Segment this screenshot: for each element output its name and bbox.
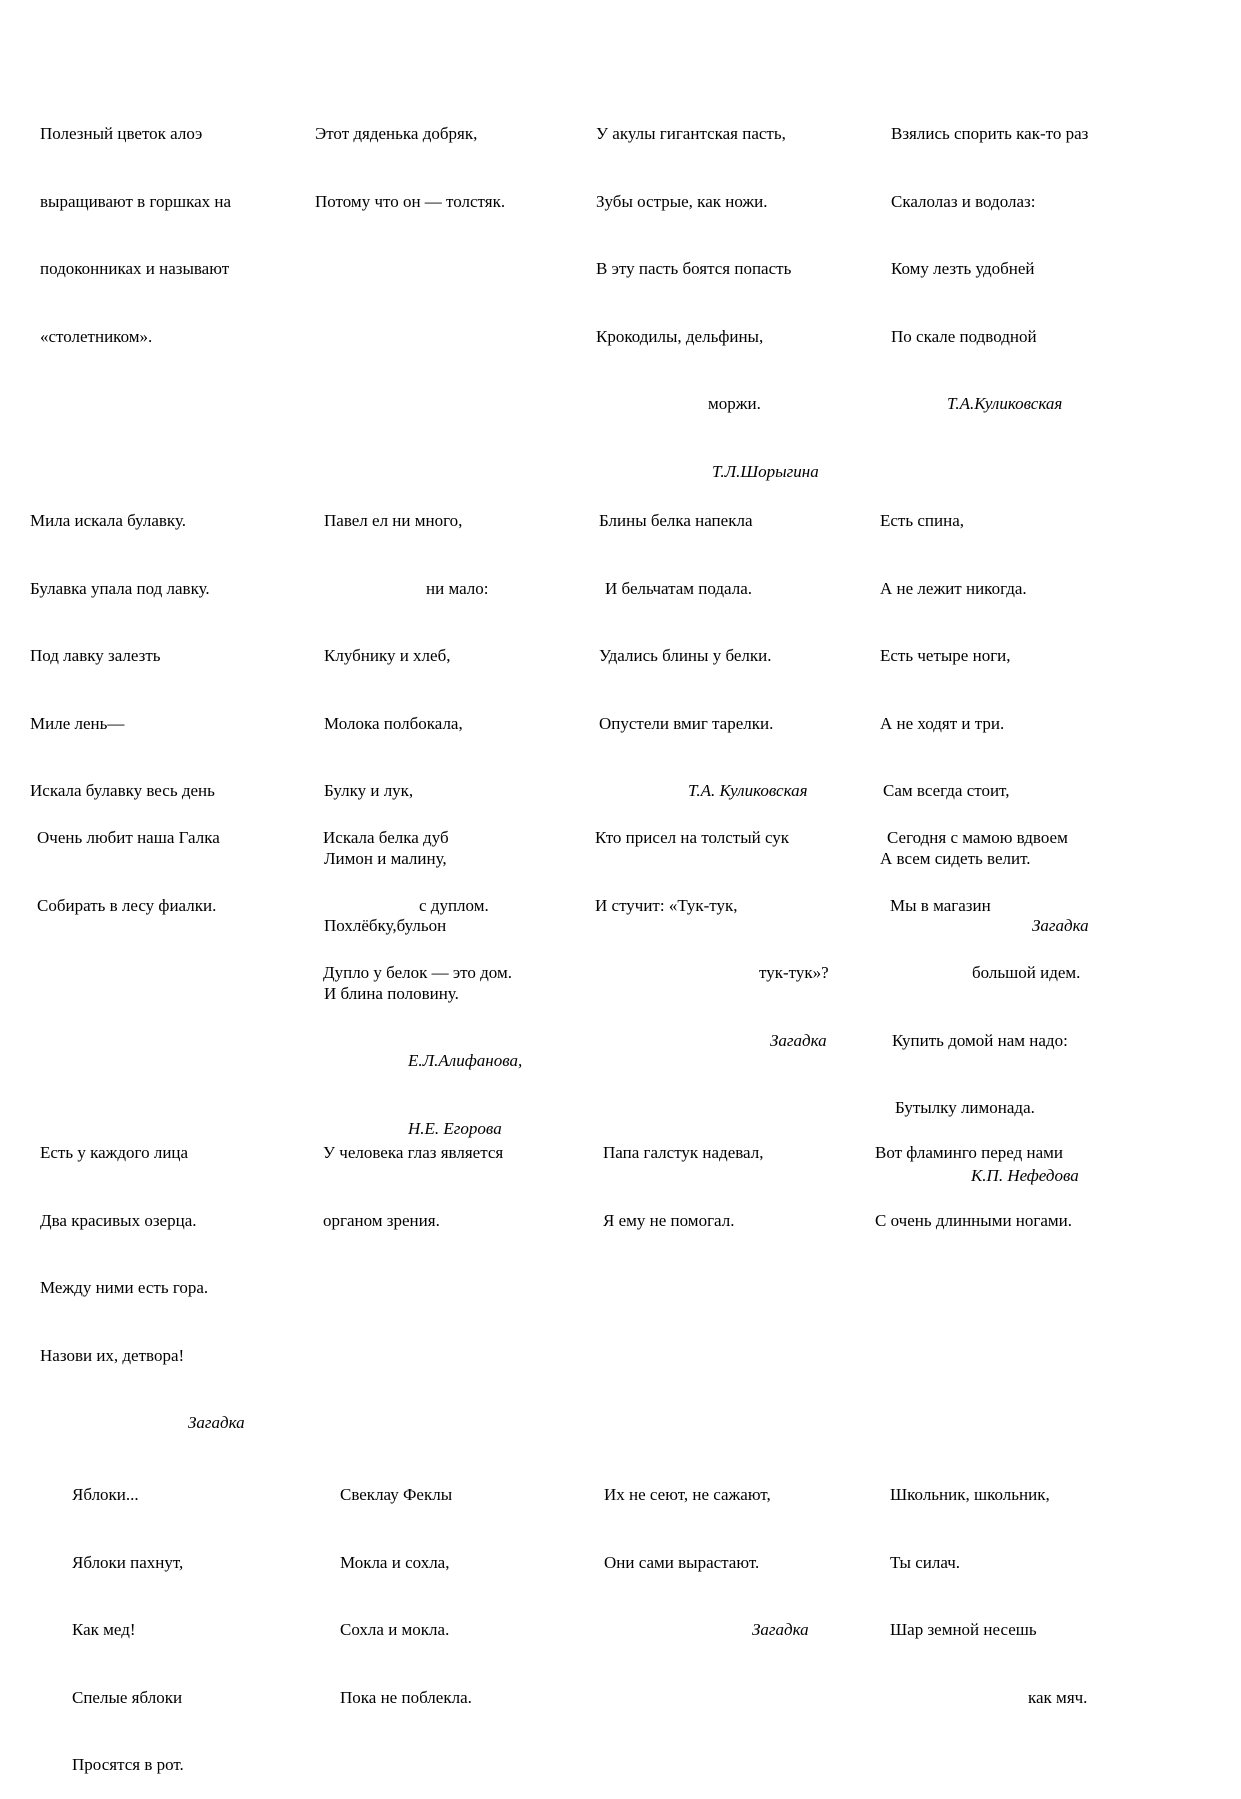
- card-author: Загадка: [1032, 916, 1089, 935]
- card-dyatel-zagadka: [595, 782, 829, 1075]
- card-belka-dub: [323, 782, 512, 1007]
- card-line: А всем сидеть велит.: [880, 848, 1031, 868]
- card-line: Потому что он — толстяк.: [315, 191, 506, 211]
- card-line: И блина половину.: [324, 983, 459, 1003]
- card-line: Кто присел на толстый сук: [595, 828, 790, 847]
- card-line: Я ему не помогал.: [603, 1210, 735, 1230]
- card-line: Мы в магазин: [890, 895, 991, 915]
- card-line: подоконниках и называют: [40, 259, 230, 278]
- card-line: моржи.: [708, 394, 761, 413]
- card-line: Кому лезть удобней: [891, 259, 1035, 278]
- card-author: Е.Л.Алифанова,: [408, 1051, 523, 1070]
- card-litso-zagadka: [40, 1097, 245, 1457]
- card-line: Яблоки пахнут,: [72, 1552, 184, 1572]
- card-skalolaz: [891, 78, 1088, 438]
- card-line: Бутылку лимонада.: [895, 1098, 1035, 1117]
- card-line: Булавка упала под лавку.: [30, 578, 210, 598]
- card-line: ни мало:: [426, 578, 489, 598]
- card-author: Т.Л.Шорыгина: [712, 461, 819, 481]
- card-line: Искала булавку весь день: [30, 781, 215, 800]
- card-line: с дуплом.: [419, 895, 489, 915]
- card-line: Мила искала булавку.: [30, 511, 186, 530]
- card-author: Т.А.Куликовская: [947, 394, 1063, 413]
- card-line: Сегодня с мамою вдвоем: [887, 828, 1068, 847]
- card-author: Т.А. Куликовская: [688, 781, 808, 800]
- card-line: Сохла и мокла.: [340, 1620, 450, 1639]
- card-line: Пока не поблекла.: [340, 1687, 472, 1707]
- card-line: Полезный цветок алоэ: [40, 124, 203, 143]
- card-line: А не лежит никогда.: [880, 578, 1027, 598]
- card-shkolnik: [890, 1439, 1087, 1732]
- card-griby-zagadka: [604, 1439, 809, 1664]
- card-line: Молока полбокала,: [324, 713, 463, 733]
- card-line: Сам всегда стоит,: [883, 781, 1010, 800]
- card-line: Ты силач.: [890, 1552, 961, 1572]
- card-line: Спелые яблоки: [72, 1687, 183, 1707]
- card-line: Вот фламинго перед нами: [875, 1143, 1064, 1162]
- card-line: Есть у каждого лица: [40, 1143, 189, 1162]
- card-line: Похлёбку,бульон: [324, 916, 447, 935]
- card-svekla: [340, 1439, 472, 1732]
- card-galka: [37, 782, 220, 940]
- card-line: выращивают в горшках на: [40, 191, 232, 211]
- card-line: Свеклау Феклы: [340, 1485, 453, 1504]
- card-line: Папа галстук надевал,: [603, 1143, 764, 1162]
- card-line: Купить домой нам надо:: [892, 1030, 1068, 1050]
- card-glaz: [323, 1097, 503, 1255]
- card-line: Скалолаз и водолаз:: [891, 191, 1036, 211]
- card-line: Есть четыре ноги,: [880, 646, 1011, 665]
- card-line: Крокодилы, дельфины,: [596, 326, 764, 346]
- card-galstuk: [603, 1097, 763, 1255]
- card-line: Взялись спорить как-то раз: [891, 124, 1089, 143]
- card-line: Блины белка напекла: [599, 511, 753, 530]
- card-line: Два красивых озерца.: [40, 1210, 197, 1230]
- card-line: Яблоки...: [72, 1485, 139, 1504]
- card-line: Очень любит наша Галка: [37, 828, 220, 847]
- card-line: По скале подводной: [891, 326, 1037, 346]
- card-line: Булку и лук,: [324, 781, 414, 800]
- card-line: Зубы острые, как ножи.: [596, 191, 768, 211]
- card-line: Они сами вырастают.: [604, 1552, 760, 1572]
- card-line: Павел ел ни много,: [324, 511, 463, 530]
- card-line: Мокла и сохла,: [340, 1552, 450, 1572]
- card-line: И бельчатам подала.: [605, 578, 753, 598]
- card-line: Просятся в рот.: [72, 1755, 184, 1774]
- card-line: Этот дяденька добряк,: [315, 124, 478, 143]
- card-yabloki: [72, 1439, 184, 1799]
- card-mila: [30, 465, 215, 825]
- card-line: «столетником».: [40, 326, 153, 346]
- card-line: У человека глаз является: [323, 1143, 504, 1162]
- card-line: Назови их, детвора!: [40, 1345, 185, 1365]
- card-line: Их не сеют, не сажают,: [604, 1485, 771, 1504]
- card-line: Между ними есть гора.: [40, 1278, 209, 1297]
- card-line: У акулы гигантская пасть,: [596, 124, 786, 143]
- card-line: Опустели вмиг тарелки.: [599, 713, 774, 733]
- card-aloe: [40, 78, 231, 371]
- card-line: Шар земной несешь: [890, 1620, 1037, 1639]
- card-line: органом зрения.: [323, 1210, 440, 1230]
- card-line: Миле лень—: [30, 713, 125, 733]
- card-line: Школьник, школьник,: [890, 1485, 1050, 1504]
- card-belka-bliny: [599, 465, 808, 825]
- card-author: Загадка: [770, 1030, 827, 1050]
- card-line: А не ходят и три.: [880, 713, 1005, 733]
- card-author: Н.Е. Егорова: [408, 1118, 502, 1138]
- card-line: Лимон и малину,: [324, 848, 447, 868]
- card-line: Есть спина,: [880, 511, 964, 530]
- card-line: тук-тук»?: [759, 963, 829, 982]
- card-author: Загадка: [188, 1413, 245, 1432]
- card-author: К.П. Нефедова: [971, 1165, 1079, 1185]
- card-line: Собирать в лесу фиалки.: [37, 895, 217, 915]
- card-line: Под лавку залезть: [30, 646, 161, 665]
- card-dyadenka: [315, 78, 505, 236]
- card-line: В эту пасть боятся попасть: [596, 259, 792, 278]
- card-line: Искала белка дуб: [323, 828, 449, 847]
- card-line: большой идем.: [972, 963, 1081, 982]
- card-line: С очень длинными ногами.: [875, 1210, 1073, 1230]
- card-flamingo: [875, 1097, 1072, 1255]
- card-akula: [596, 78, 819, 506]
- card-line: Удались блины у белки.: [599, 646, 772, 665]
- card-line: И стучит: «Тук-тук,: [595, 895, 738, 915]
- card-line: Дупло у белок — это дом.: [323, 963, 512, 982]
- card-author: Загадка: [752, 1620, 809, 1639]
- card-line: Клубнику и хлеб,: [324, 646, 451, 665]
- card-line: Как мед!: [72, 1620, 136, 1639]
- card-line: как мяч.: [1028, 1687, 1088, 1707]
